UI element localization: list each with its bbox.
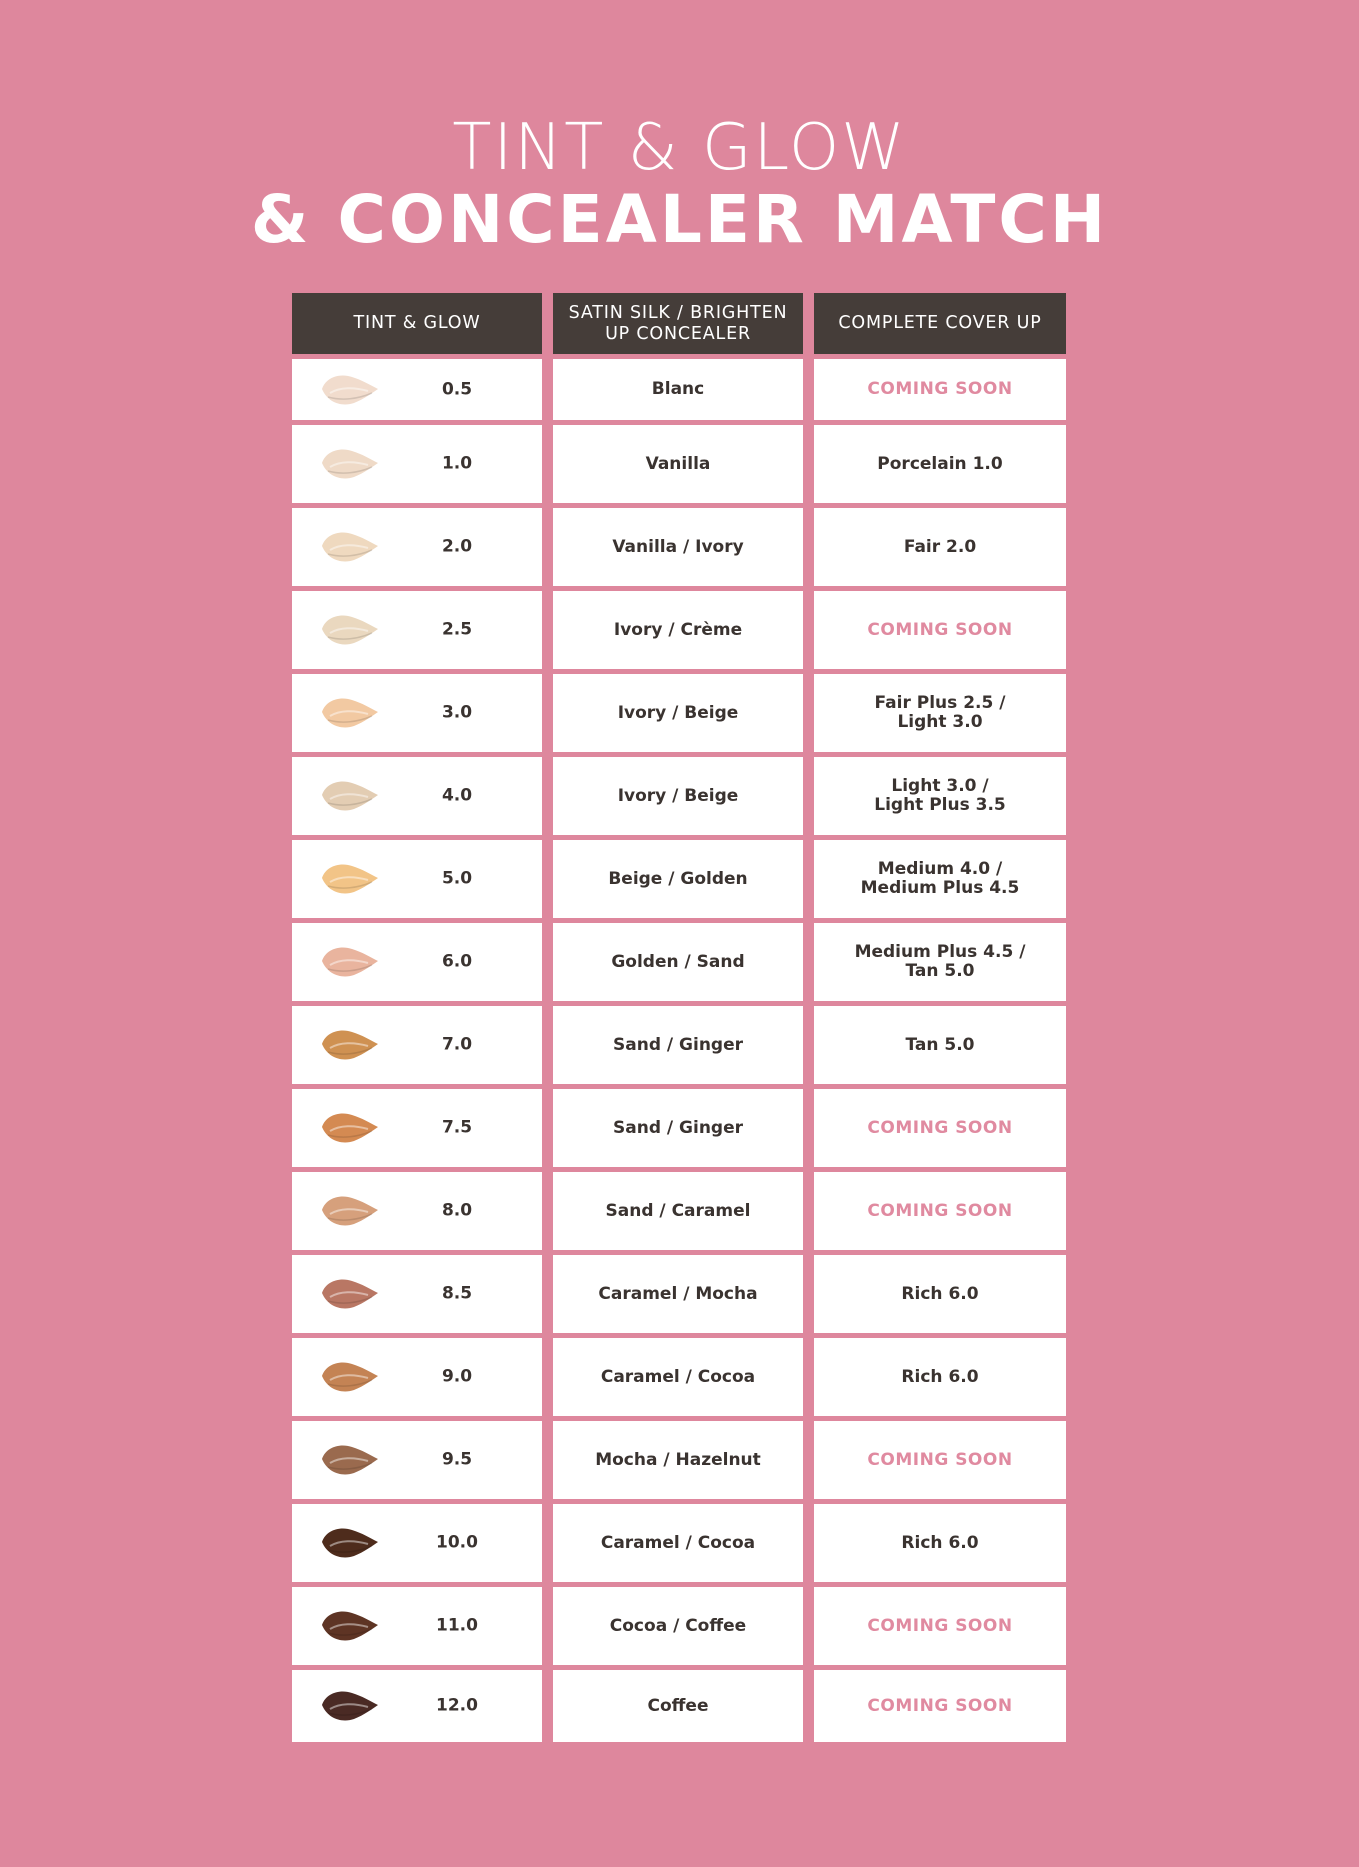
tint-glow-cell <box>292 757 542 835</box>
table-row <box>292 923 1066 1001</box>
concealer-cell: Golden / Sand <box>553 923 803 1001</box>
table-row <box>292 1172 1066 1250</box>
table-header-row <box>292 293 1066 354</box>
shade-number: 7.0 <box>441 1034 473 1055</box>
cover-up-shade: Porcelain 1.0 <box>877 453 1003 474</box>
tint-glow-cell <box>292 359 542 420</box>
shade-number: 8.0 <box>441 1200 473 1221</box>
complete-cover-up-cell <box>814 359 1066 420</box>
concealer-cell: Cocoa / Coffee <box>553 1587 803 1665</box>
concealer-cell: Coffee <box>553 1670 803 1742</box>
complete-cover-up-cell <box>814 923 1066 1001</box>
table-row <box>292 840 1066 918</box>
concealer-cell: Ivory / Crème <box>553 591 803 669</box>
page-subtitle: & CONCEALER MATCH <box>250 181 1109 258</box>
shade-number: 6.0 <box>441 951 473 972</box>
complete-cover-up-cell <box>814 757 1066 835</box>
cover-up-shade: Medium Plus 4.5 / <box>854 942 1026 962</box>
shade-swatch-icon <box>318 1273 384 1315</box>
shade-swatch-icon <box>318 1024 384 1066</box>
coming-soon-label: COMING SOON <box>867 1615 1013 1636</box>
cover-up-shade: Medium Plus 4.5 <box>860 878 1020 898</box>
shade-number: 9.5 <box>441 1449 473 1470</box>
shade-swatch-icon <box>318 526 384 568</box>
shade-swatch-icon <box>318 1356 384 1398</box>
coming-soon-label: COMING SOON <box>867 619 1013 640</box>
concealer-cell: Mocha / Hazelnut <box>553 1421 803 1499</box>
complete-cover-up-cell <box>814 1421 1066 1499</box>
coming-soon-label: COMING SOON <box>867 1449 1013 1470</box>
concealer-cell: Sand / Ginger <box>553 1089 803 1167</box>
table-row <box>292 674 1066 752</box>
cover-up-shade: Rich 6.0 <box>901 1283 979 1304</box>
complete-cover-up-cell <box>814 840 1066 918</box>
cover-up-shade: Light 3.0 / <box>891 776 989 796</box>
tint-glow-cell <box>292 591 542 669</box>
tint-glow-cell <box>292 1338 542 1416</box>
tint-glow-cell <box>292 674 542 752</box>
shade-number: 2.5 <box>441 619 473 640</box>
table-row <box>292 359 1066 420</box>
cover-up-shade: Rich 6.0 <box>901 1366 979 1387</box>
shade-number: 2.0 <box>441 536 473 557</box>
complete-cover-up-cell <box>814 674 1066 752</box>
tint-glow-cell <box>292 1421 542 1499</box>
header-concealer <box>553 293 803 354</box>
tint-glow-cell <box>292 1504 542 1582</box>
concealer-cell: Caramel / Cocoa <box>553 1338 803 1416</box>
shade-swatch-icon <box>318 443 384 485</box>
table-row <box>292 591 1066 669</box>
shade-number: 8.5 <box>441 1283 473 1304</box>
shade-number: 11.0 <box>436 1615 478 1636</box>
complete-cover-up-cell <box>814 1006 1066 1084</box>
concealer-cell: Caramel / Cocoa <box>553 1504 803 1582</box>
concealer-cell: Blanc <box>553 359 803 420</box>
tint-glow-cell <box>292 1255 542 1333</box>
complete-cover-up-cell <box>814 1504 1066 1582</box>
coming-soon-label: COMING SOON <box>867 1117 1013 1138</box>
shade-swatch-icon <box>318 1439 384 1481</box>
complete-cover-up-cell <box>814 1587 1066 1665</box>
table-row <box>292 425 1066 503</box>
header-complete-cover-up: COMPLETE COVER UP <box>814 293 1066 354</box>
header-concealer-line2: UP CONCEALER <box>605 323 751 344</box>
tint-glow-cell <box>292 923 542 1001</box>
complete-cover-up-cell <box>814 1670 1066 1742</box>
coming-soon-label: COMING SOON <box>867 379 1013 399</box>
shade-swatch-icon <box>318 1685 384 1727</box>
concealer-cell: Caramel / Mocha <box>553 1255 803 1333</box>
concealer-cell: Ivory / Beige <box>553 757 803 835</box>
table-row <box>292 1670 1066 1742</box>
table-row <box>292 1255 1066 1333</box>
table-row <box>292 1089 1066 1167</box>
shade-match-table <box>292 293 1066 1742</box>
shade-swatch-icon <box>318 1605 384 1647</box>
coming-soon-label: COMING SOON <box>867 1695 1013 1716</box>
shade-number: 0.5 <box>441 379 473 399</box>
tint-glow-cell <box>292 1006 542 1084</box>
table-row <box>292 1421 1066 1499</box>
shade-swatch-icon <box>318 369 384 411</box>
page-title: TINT & GLOW <box>452 111 907 185</box>
table-row <box>292 757 1066 835</box>
shade-swatch-icon <box>318 775 384 817</box>
cover-up-shade: Light Plus 3.5 <box>874 795 1006 815</box>
complete-cover-up-cell <box>814 1089 1066 1167</box>
table-row <box>292 1504 1066 1582</box>
tint-glow-cell <box>292 840 542 918</box>
complete-cover-up-cell <box>814 1172 1066 1250</box>
shade-swatch-icon <box>318 1107 384 1149</box>
table-row <box>292 1338 1066 1416</box>
table-row <box>292 1006 1066 1084</box>
cover-up-shade: Tan 5.0 <box>905 1034 975 1055</box>
concealer-cell: Sand / Ginger <box>553 1006 803 1084</box>
complete-cover-up-cell <box>814 1338 1066 1416</box>
shade-swatch-icon <box>318 941 384 983</box>
shade-number: 9.0 <box>441 1366 473 1387</box>
complete-cover-up-cell <box>814 425 1066 503</box>
cover-up-shade: Rich 6.0 <box>901 1532 979 1553</box>
concealer-cell: Ivory / Beige <box>553 674 803 752</box>
shade-number: 7.5 <box>441 1117 473 1138</box>
table-row <box>292 508 1066 586</box>
complete-cover-up-cell <box>814 508 1066 586</box>
header-tint-glow: TINT & GLOW <box>292 293 542 354</box>
shade-number: 12.0 <box>436 1695 478 1716</box>
cover-up-shade: Light 3.0 <box>897 712 983 732</box>
shade-number: 4.0 <box>441 785 473 806</box>
shade-number: 3.0 <box>441 702 473 723</box>
tint-glow-cell <box>292 508 542 586</box>
tint-glow-cell <box>292 1089 542 1167</box>
tint-glow-cell <box>292 425 542 503</box>
header-concealer-line1: SATIN SILK / BRIGHTEN <box>568 302 788 323</box>
concealer-cell: Vanilla <box>553 425 803 503</box>
tint-glow-cell <box>292 1172 542 1250</box>
shade-swatch-icon <box>318 609 384 651</box>
concealer-cell: Beige / Golden <box>553 840 803 918</box>
tint-glow-cell <box>292 1670 542 1742</box>
shade-swatch-icon <box>318 858 384 900</box>
shade-number: 10.0 <box>436 1532 478 1553</box>
cover-up-shade: Fair 2.0 <box>903 536 977 557</box>
shade-swatch-icon <box>318 1522 384 1564</box>
shade-number: 1.0 <box>441 453 473 474</box>
tint-glow-cell <box>292 1587 542 1665</box>
complete-cover-up-cell <box>814 1255 1066 1333</box>
cover-up-shade: Fair Plus 2.5 / <box>874 693 1006 713</box>
coming-soon-label: COMING SOON <box>867 1200 1013 1221</box>
table-body <box>292 359 1066 1742</box>
shade-swatch-icon <box>318 1190 384 1232</box>
cover-up-shade: Tan 5.0 <box>905 961 975 981</box>
shade-swatch-icon <box>318 692 384 734</box>
concealer-cell: Sand / Caramel <box>553 1172 803 1250</box>
concealer-cell: Vanilla / Ivory <box>553 508 803 586</box>
cover-up-shade: Medium 4.0 / <box>877 859 1003 879</box>
shade-number: 5.0 <box>441 868 473 889</box>
table-row <box>292 1587 1066 1665</box>
complete-cover-up-cell <box>814 591 1066 669</box>
